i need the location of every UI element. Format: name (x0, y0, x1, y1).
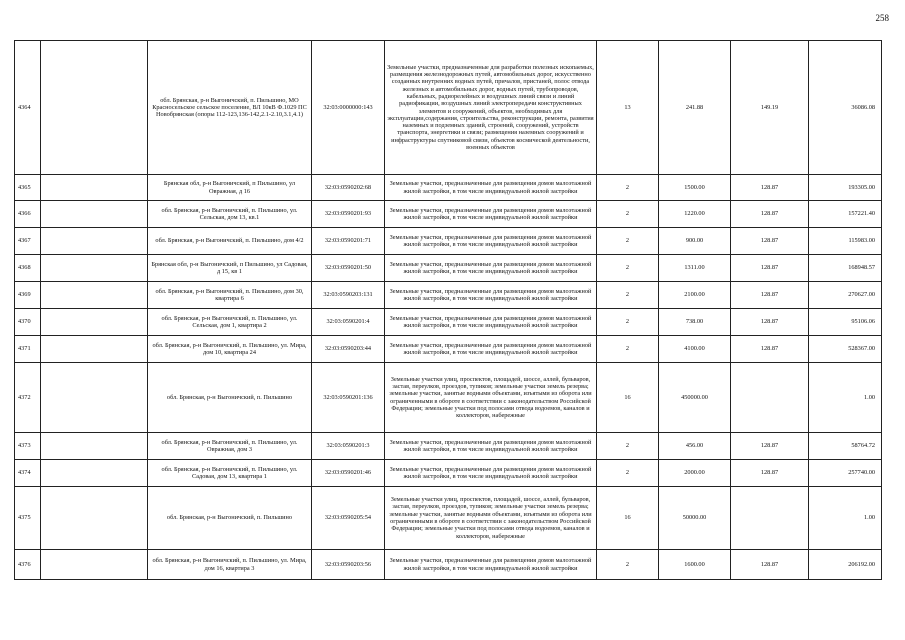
address-cell: обл. Брянская, р-н Выгоничский, п. Пильшино, ул. Сельская, дом 13, кв.1 (148, 201, 312, 228)
address-cell: обл. Брянская, р-н Выгоничский, п. Пильшино, ул. Садовая, дом 13, квартира 1 (148, 460, 312, 487)
blank-cell (41, 550, 148, 580)
row-number: 4368 (15, 255, 41, 282)
land-use-cell: Земельные участки, предназначенные для размещения домов малоэтажной жилой застройки, в том числе индивидуальной жилой застройки (385, 255, 597, 282)
land-use-cell: Земельные участки, предназначенные для размещения домов малоэтажной жилой застройки, в том числе индивидуальной жилой застройки (385, 282, 597, 309)
rate-cell: 128.87 (731, 175, 809, 201)
rate-cell: 128.87 (731, 550, 809, 580)
address-cell: обл. Брянская, р-н Выгоничский, п. Пильшино, ул. Мира, дом 10, квартира 24 (148, 336, 312, 363)
row-number: 4373 (15, 433, 41, 460)
table-row (15, 201, 882, 228)
row-number: 4371 (15, 336, 41, 363)
cadastral-number-cell: 32:03:0000000:143 (312, 41, 385, 175)
cadastral-value-cell: 206192.00 (809, 550, 882, 580)
rate-cell: 128.87 (731, 309, 809, 336)
cadastral-value-cell: 115983.00 (809, 228, 882, 255)
area-cell: 2100.00 (659, 282, 731, 309)
blank-cell (41, 433, 148, 460)
use-code-cell: 16 (597, 487, 659, 550)
rate-cell: 128.87 (731, 460, 809, 487)
row-number: 4374 (15, 460, 41, 487)
cadastral-value-cell: 58764.72 (809, 433, 882, 460)
table-row (15, 175, 882, 201)
use-code-cell: 2 (597, 433, 659, 460)
table-row (15, 460, 882, 487)
use-code-cell: 2 (597, 255, 659, 282)
land-use-cell: Земельные участки, предназначенные для размещения домов малоэтажной жилой застройки, в том числе индивидуальной жилой застройки (385, 460, 597, 487)
row-number: 4366 (15, 201, 41, 228)
area-cell: 900.00 (659, 228, 731, 255)
row-number: 4367 (15, 228, 41, 255)
cadastral-number-cell: 32:03:0590203:44 (312, 336, 385, 363)
area-cell: 50000.00 (659, 487, 731, 550)
address-cell: обл. Брянская, р-н Выгоничский, п. Пильшино, ул. Мира, дом 16, квартира 3 (148, 550, 312, 580)
use-code-cell: 2 (597, 201, 659, 228)
area-cell: 1500.00 (659, 175, 731, 201)
cadastral-value-table (14, 40, 882, 580)
blank-cell (41, 309, 148, 336)
table-row (15, 487, 882, 550)
area-cell: 738.00 (659, 309, 731, 336)
cadastral-value-cell: 1.00 (809, 487, 882, 550)
blank-cell (41, 255, 148, 282)
cadastral-number-cell: 32:03:0590201:4 (312, 309, 385, 336)
cadastral-value-cell: 528367.00 (809, 336, 882, 363)
use-code-cell: 2 (597, 336, 659, 363)
table-row (15, 282, 882, 309)
blank-cell (41, 201, 148, 228)
rate-cell: 128.87 (731, 201, 809, 228)
rate-cell: 128.87 (731, 433, 809, 460)
land-use-cell: Земельные участки улиц, проспектов, площадей, шоссе, аллей, бульваров, застав, переулков, проездов, тупиков; земельные участки земель резерва; земельные участки, занятые водными объектами, изъятыми из оборота или ограниченными в обороте в соответствии с законодательством Российской Федерации; земельные участки под полосами отвода водоемов, каналов и коллекторов, набережные (385, 363, 597, 433)
address-cell: Брянская обл, р-н Выгоничский, п Пильшино, ул Овражная, д 16 (148, 175, 312, 201)
table-row (15, 336, 882, 363)
row-number: 4365 (15, 175, 41, 201)
cadastral-number-cell: 32:03:0590202:68 (312, 175, 385, 201)
use-code-cell: 2 (597, 460, 659, 487)
use-code-cell: 2 (597, 175, 659, 201)
cadastral-value-cell: 270627.00 (809, 282, 882, 309)
address-cell: обл. Брянская, р-н Выгоничский, п. Пильшино (148, 363, 312, 433)
cadastral-value-cell: 257740.00 (809, 460, 882, 487)
use-code-cell: 2 (597, 309, 659, 336)
row-number: 4369 (15, 282, 41, 309)
land-use-cell: Земельные участки, предназначенные для размещения домов малоэтажной жилой застройки, в том числе индивидуальной жилой застройки (385, 201, 597, 228)
table-row (15, 363, 882, 433)
rate-cell: 128.87 (731, 255, 809, 282)
row-number: 4370 (15, 309, 41, 336)
blank-cell (41, 228, 148, 255)
cadastral-value-cell: 157221.40 (809, 201, 882, 228)
row-number: 4375 (15, 487, 41, 550)
land-use-cell: Земельные участки улиц, проспектов, площадей, шоссе, аллей, бульваров, застав, переулков, проездов, тупиков; земельные участки земель резерва; земельные участки, занятые водными объектами, изъятыми из оборота или ограниченными в обороте в соответствии с законодательством Российской Федерации; земельные участки под полосами отвода водоемов, каналов и коллекторов, набережные (385, 487, 597, 550)
row-number: 4376 (15, 550, 41, 580)
area-cell: 456.00 (659, 433, 731, 460)
blank-cell (41, 282, 148, 309)
blank-cell (41, 487, 148, 550)
cadastral-value-cell: 193305.00 (809, 175, 882, 201)
rate-cell (731, 487, 809, 550)
land-use-cell: Земельные участки, предназначенные для размещения домов малоэтажной жилой застройки, в том числе индивидуальной жилой застройки (385, 433, 597, 460)
use-code-cell: 16 (597, 363, 659, 433)
cadastral-number-cell: 32:03:0590201:71 (312, 228, 385, 255)
cadastral-value-cell: 1.00 (809, 363, 882, 433)
address-cell: обл. Брянская, р-н Выгоничский, п. Пильшино, дом 30, квартира 6 (148, 282, 312, 309)
land-use-cell: Земельные участки, предназначенные для размещения домов малоэтажной жилой застройки, в том числе индивидуальной жилой застройки (385, 309, 597, 336)
address-cell: обл. Брянская, р-н Выгоничский, п. Пильшино, МО Красносельское сельское поселение, ВЛ 10кВ Ф.1029 ПС Новобрянская (опоры 112-123,136-142,2.1-2.10,3.1,4.1) (148, 41, 312, 175)
address-cell: обл. Брянская, р-н Выгоничский, п. Пильшино (148, 487, 312, 550)
cadastral-value-cell: 36086.08 (809, 41, 882, 175)
land-use-cell: Земельные участки, предназначенные для разработки полезных ископаемых, размещения железнодорожных путей, автомобильных дорог, искусственно созданных внутренних водных путей, причалов, пристаней, полос отвода железных и автомобильных дорог, водных путей, трубопроводов, кабельных, радиорелейных и воздушных линий связи и линий радиофикации, воздушных линий электропередачи конструктивных элементов и сооружений, объектов, необходимых для эксплуатации,содержания, строительства, реконструкции, ремонта, развития наземных и подземных зданий, строений, сооружений, устройств транспорта, энергетики и связи; размещения наземных сооружений и инфраструктуры спутниковой связи, объектов космической деятельности, военных объектов (385, 41, 597, 175)
cadastral-number-cell: 32:03:0590203:56 (312, 550, 385, 580)
area-cell: 4100.00 (659, 336, 731, 363)
cadastral-number-cell: 32:03:0590201:50 (312, 255, 385, 282)
row-number: 4372 (15, 363, 41, 433)
table-row (15, 309, 882, 336)
blank-cell (41, 41, 148, 175)
rate-cell: 128.87 (731, 336, 809, 363)
blank-cell (41, 175, 148, 201)
use-code-cell: 2 (597, 282, 659, 309)
table-row (15, 228, 882, 255)
area-cell: 1600.00 (659, 550, 731, 580)
cadastral-value-cell: 95106.06 (809, 309, 882, 336)
cadastral-number-cell: 32:03:0590201:136 (312, 363, 385, 433)
blank-cell (41, 336, 148, 363)
blank-cell (41, 460, 148, 487)
use-code-cell: 2 (597, 550, 659, 580)
address-cell: обл. Брянская, р-н Выгоничский, п. Пильшино, ул. Овражная, дом 3 (148, 433, 312, 460)
table-row (15, 433, 882, 460)
use-code-cell: 13 (597, 41, 659, 175)
land-use-cell: Земельные участки, предназначенные для размещения домов малоэтажной жилой застройки, в том числе индивидуальной жилой застройки (385, 336, 597, 363)
rate-cell (731, 363, 809, 433)
table-row (15, 550, 882, 580)
table-row (15, 41, 882, 175)
cadastral-number-cell: 32:03:0590205:54 (312, 487, 385, 550)
row-number: 4364 (15, 41, 41, 175)
cadastral-value-cell: 168948.57 (809, 255, 882, 282)
address-cell: Брянская обл, р-н Выгоничский, п Пильшино, ул Садовая, д 15, кв 1 (148, 255, 312, 282)
page-number: 258 (875, 13, 889, 23)
address-cell: обл. Брянская, р-н Выгоничский, п. Пильшино, дом 4/2 (148, 228, 312, 255)
cadastral-number-cell: 32:03:0590201:3 (312, 433, 385, 460)
area-cell: 1220.00 (659, 201, 731, 228)
rate-cell: 128.87 (731, 228, 809, 255)
area-cell: 450000.00 (659, 363, 731, 433)
land-use-cell: Земельные участки, предназначенные для размещения домов малоэтажной жилой застройки, в том числе индивидуальной жилой застройки (385, 175, 597, 201)
land-use-cell: Земельные участки, предназначенные для размещения домов малоэтажной жилой застройки, в том числе индивидуальной жилой застройки (385, 228, 597, 255)
rate-cell: 128.87 (731, 282, 809, 309)
blank-cell (41, 363, 148, 433)
cadastral-number-cell: 32:03:0590201:93 (312, 201, 385, 228)
table-row (15, 255, 882, 282)
address-cell: обл. Брянская, р-н Выгоничский, п. Пильшино, ул. Сельская, дом 1, квартира 2 (148, 309, 312, 336)
area-cell: 1311.00 (659, 255, 731, 282)
cadastral-number-cell: 32:03:0590201:46 (312, 460, 385, 487)
area-cell: 241.88 (659, 41, 731, 175)
area-cell: 2000.00 (659, 460, 731, 487)
use-code-cell: 2 (597, 228, 659, 255)
land-use-cell: Земельные участки, предназначенные для размещения домов малоэтажной жилой застройки, в том числе индивидуальной жилой застройки (385, 550, 597, 580)
rate-cell: 149.19 (731, 41, 809, 175)
cadastral-number-cell: 32:03:0590203:131 (312, 282, 385, 309)
